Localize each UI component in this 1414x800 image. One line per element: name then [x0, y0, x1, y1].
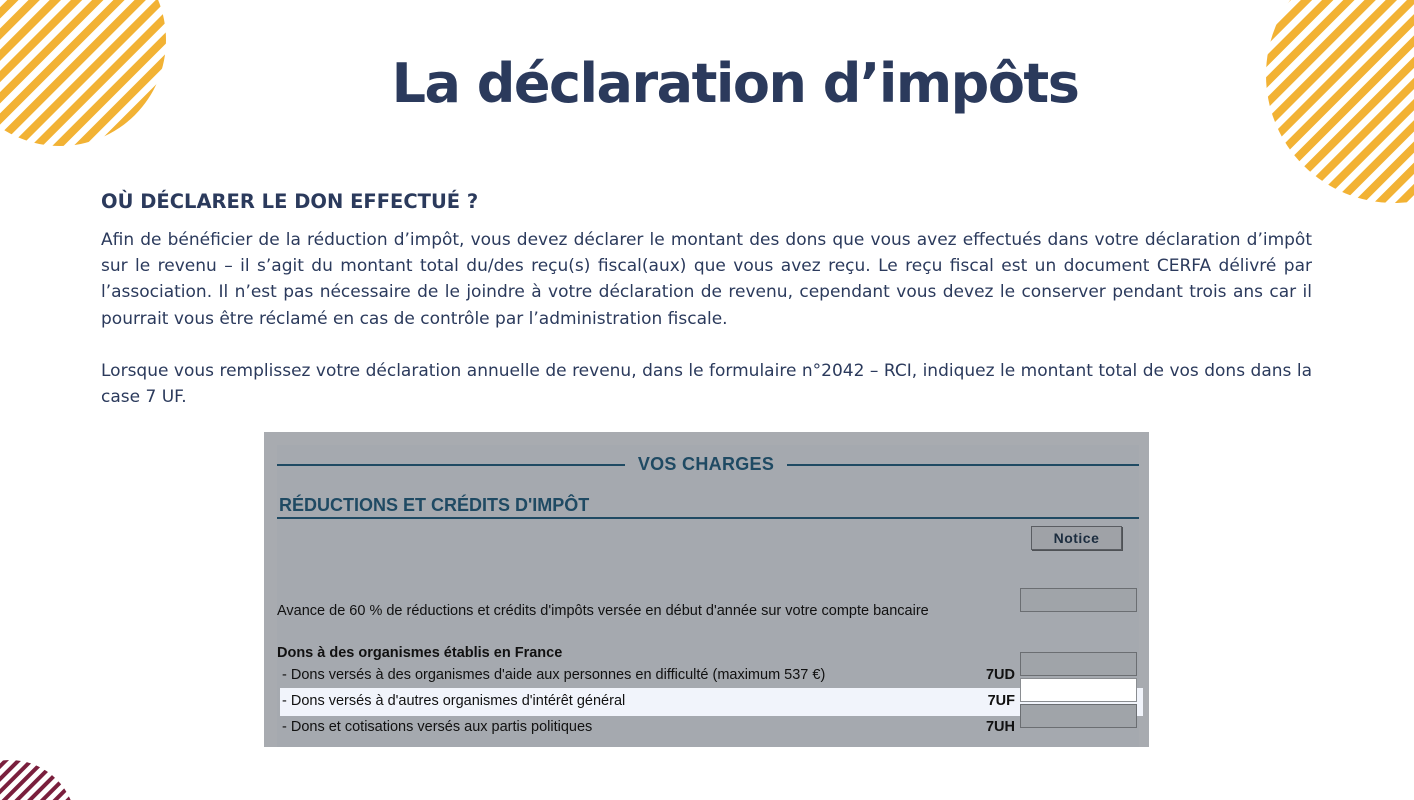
subsection-divider — [277, 517, 1139, 519]
paragraph-1: Afin de bénéficier de la réduction d’impôt, vous devez déclarer le montant des dons que vous avez effectués dans votre déclaration d’impôt sur le revenu – il s’agit du montant total du/des reçu(s) fiscal(aux) que vous avez reçu. Le reçu fiscal est un document CERFA délivré par l’association. Il n’est pas nécessaire de le joindre à votre déclaration de revenu, cependant vous devez le conserver pendant trois ans car il pourrait vous être réclamé en cas de contrôle par l’administration fiscale. — [101, 230, 1312, 329]
paragraph-2: Lorsque vous remplissez votre déclaration annuelle de revenu, dans le formulaire n°2042 – RCI, indiquez le montant total de vos dons dans la case 7 UF. — [101, 361, 1312, 408]
row-7uh-code: 7UH — [985, 719, 1015, 735]
row-7uh-label: - Dons et cotisations versés aux partis politiques — [282, 719, 593, 735]
decorative-striped-circle-bottom-left — [0, 758, 80, 800]
field-7ud — [1020, 652, 1137, 676]
subsection-title-reductions: RÉDUCTIONS ET CRÉDITS D'IMPÔT — [279, 495, 590, 515]
row-7ud-label: - Dons versés à des organismes d'aide aux personnes en difficulté (maximum 537 €) — [282, 667, 826, 683]
field-7uh — [1020, 704, 1137, 728]
section-divider-right — [787, 464, 1139, 466]
tax-form-panel — [277, 445, 1139, 747]
notice-button[interactable]: Notice — [1031, 526, 1122, 550]
section-title-vos-charges: VOS CHARGES — [637, 454, 775, 474]
avance-field — [1020, 588, 1137, 612]
row-7uf-code: 7UF — [987, 693, 1015, 709]
dons-heading: Dons à des organismes établis en France — [277, 645, 563, 661]
tax-form-screenshot — [264, 432, 1149, 747]
avance-label: Avance de 60 % de réductions et crédits d'impôts versée en début d'année sur votre compte bancaire — [277, 603, 929, 619]
field-7uf[interactable] — [1020, 678, 1137, 702]
row-7uf-label: - Dons versés à d'autres organismes d'intérêt général — [282, 693, 626, 709]
section-divider-left — [277, 464, 625, 466]
page-title: La déclaration d’impôts — [391, 52, 1079, 115]
section-heading: OÙ DÉCLARER LE DON EFFECTUÉ ? — [101, 190, 479, 213]
row-7ud-code: 7UD — [985, 667, 1015, 683]
